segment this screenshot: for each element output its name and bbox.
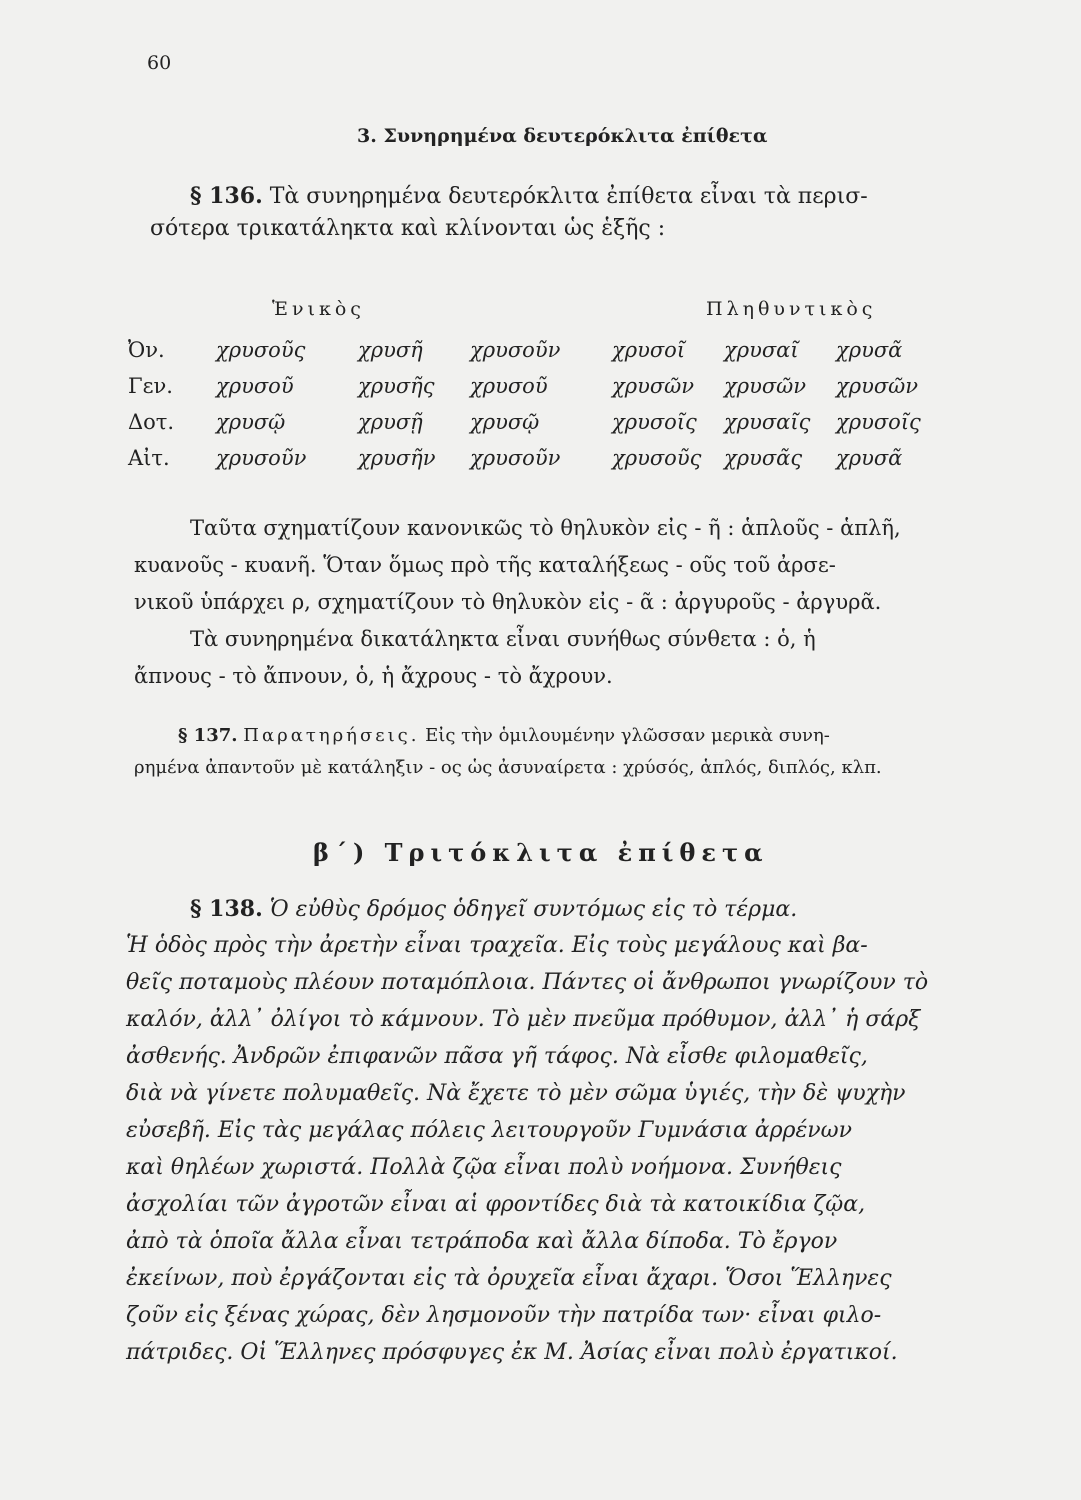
table-cell: χρυσοῦν: [470, 338, 561, 362]
section-heading-b: β΄) Τριτόκλιτα ἐπίθετα: [313, 838, 769, 867]
p138-line: διὰ νὰ γίνετε πολυμαθεῖς. Νὰ ἔχετε τὸ μὲν σῶμα ὑγιές, τὴν δὲ ψυχὴν: [126, 1081, 906, 1106]
p138-line: Ἡ ὁδὸς πρὸς τὴν ἀρετὴν εἶναι τραχεῖα. Εἰς τοὺς μεγάλους καὶ βα-: [126, 933, 868, 958]
p137-text1: Εἰς τὴν ὁμιλουμένην γλῶσσαν μερικὰ συνη-: [425, 725, 830, 746]
table-row: [128, 440, 936, 476]
table-cell: χρυσοῖς: [612, 410, 697, 434]
p136-number: § 136.: [190, 183, 263, 209]
p138-line1: [190, 893, 797, 926]
table-cell: χρυσῶν: [724, 374, 807, 398]
table-cell: χρυσοῦν: [216, 446, 307, 470]
p138-line: ἐκείνων, ποὺ ἐργάζονται εἰς τὰ ὀρυχεῖα εἶναι ἄχαρι. Ὅσοι Ἕλληνες: [126, 1266, 892, 1291]
table-cell: χρυσοῖ: [612, 338, 686, 362]
p137-number: § 137.: [178, 725, 238, 746]
table-cell: χρυσᾶς: [724, 446, 803, 470]
p138-line: καὶ θηλέων χωριστά. Πολλὰ ζῷα εἶναι πολὺ νοήμονα. Συνήθεις: [126, 1155, 842, 1180]
table-cell: χρυσοῦ: [470, 374, 548, 398]
table-cell: χρυσῆν: [358, 446, 436, 470]
table-cell: χρυσοῦ: [216, 374, 294, 398]
p137-line1: [178, 722, 830, 750]
case-label: Γεν.: [128, 374, 173, 398]
p138-line: ζοῦν εἰς ξένας χώρας, δὲν λησμονοῦν τὴν πατρίδα των· εἶναι φιλο-: [126, 1303, 882, 1328]
table-cell: χρυσῶν: [612, 374, 695, 398]
p138-line: πάτριδες. Οἱ Ἕλληνες πρόσφυγες ἐκ Μ. Ἀσίας εἶναι πολὺ ἐργατικοί.: [126, 1340, 898, 1365]
case-label: Ὀν.: [128, 338, 165, 362]
p138-line: ἀπὸ τὰ ὁποῖα ἄλλα εἶναι τετράποδα καὶ ἄλλα δίποδα. Τὸ ἔργον: [126, 1229, 838, 1254]
case-label: Αἰτ.: [128, 446, 170, 470]
table-cell: χρυσῆ: [358, 338, 423, 362]
table-cell: χρυσοῦς: [216, 338, 306, 362]
p138-line: ἀσχολίαι τῶν ἀγροτῶν εἶναι αἱ φροντίδες διὰ τὰ κατοικίδια ζῷα,: [126, 1192, 866, 1217]
table-cell: χρυσῶν: [836, 374, 919, 398]
rules-line1: Ταῦτα σχηματίζουν κανονικῶς τὸ θηλυκὸν εἰς - ῆ : ἁπλοῦς - ἁπλῆ,: [190, 516, 901, 540]
p138-number: § 138.: [190, 896, 263, 922]
rules-line5: ἄπνους - τὸ ἄπνουν, ὁ, ἡ ἄχρους - τὸ ἄχρουν.: [134, 664, 613, 688]
p136-text1: Τὰ συνηρημένα δευτερόκλιτα ἐπίθετα εἶναι τὰ περισ-: [269, 184, 868, 209]
table-cell: χρυσῆς: [358, 374, 435, 398]
table-cell: χρυσῷ: [216, 410, 286, 434]
declension-table: [128, 332, 936, 476]
p137-line2: ρημένα ἀπαντοῦν μὲ κατάληξιν - ος ὡς ἀσυναίρετα : χρύσός, ἁπλός, διπλός, κλπ.: [134, 757, 882, 778]
p138-line: ἀσθενής. Ἀνδρῶν ἐπιφανῶν πᾶσα γῆ τάφος. Νὰ εἶσθε φιλομαθεῖς,: [126, 1044, 868, 1069]
page-number: 60: [147, 52, 172, 74]
p138-line: θεῖς ποταμοὺς πλέουν ποταμόπλοια. Πάντες οἱ ἄνθρωποι γνωρίζουν τὸ: [126, 970, 929, 995]
rules-line3: νικοῦ ὑπάρχει ρ, σχηματίζουν τὸ θηλυκὸν εἰς - ᾶ : ἀργυροῦς - ἀργυρᾶ.: [134, 590, 882, 614]
table-cell: χρυσοῦς: [612, 446, 702, 470]
table-cell: χρυσᾶ: [836, 338, 903, 362]
table-row: [128, 332, 936, 368]
table-cell: χρυσῇ: [358, 410, 423, 434]
p137-label: Παρατηρήσεις.: [243, 725, 420, 746]
p138-text1: Ὁ εὐθὺς δρόμος ὁδηγεῖ συντόμως εἰς τὸ τέρμα.: [269, 897, 798, 922]
table-row: [128, 368, 936, 404]
table-cell: χρυσοῦν: [470, 446, 561, 470]
table-cell: χρυσῷ: [470, 410, 540, 434]
table-cell: χρυσᾶ: [836, 446, 903, 470]
section-title: 3. Συνηρημένα δευτερόκλιτα ἐπίθετα: [357, 125, 768, 147]
rules-line2: κυανοῦς - κυανῆ. Ὅταν ὅμως πρὸ τῆς καταλήξεως - οῦς τοῦ ἀρσε-: [134, 553, 836, 577]
table-cell: χρυσαῖς: [724, 410, 811, 434]
p138-line: καλόν, ἀλλ᾽ ὀλίγοι τὸ κάμνουν. Τὸ μὲν πνεῦμα πρόθυμον, ἀλλ᾽ ἡ σάρξ: [126, 1007, 921, 1032]
p136-line2: σότερα τρικατάληκτα καὶ κλίνονται ὡς ἑξῆς :: [150, 216, 666, 241]
plural-header: Πληθυντικὸς: [706, 298, 877, 320]
case-label: Δοτ.: [128, 410, 175, 434]
table-cell: χρυσαῖ: [724, 338, 799, 362]
singular-header: Ἑνικὸς: [272, 298, 365, 320]
table-row: [128, 404, 936, 440]
table-cell: χρυσοῖς: [836, 410, 921, 434]
p138-line: εὐσεβῆ. Εἰς τὰς μεγάλας πόλεις λειτουργοῦν Γυμνάσια ἀρρένων: [126, 1118, 852, 1143]
rules-line4: Τὰ συνηρημένα δικατάληκτα εἶναι συνήθως σύνθετα : ὁ, ἡ: [190, 627, 816, 651]
p136-line1: [190, 180, 868, 213]
